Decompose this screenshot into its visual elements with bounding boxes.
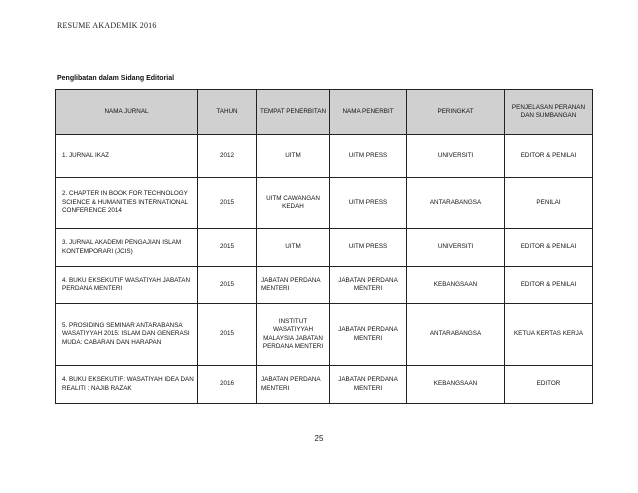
header-tahun: TAHUN bbox=[198, 90, 257, 135]
cell-role: EDITOR bbox=[505, 366, 593, 404]
table-row bbox=[56, 135, 593, 178]
cell-year: 2015 bbox=[198, 304, 257, 366]
cell-role: KETUA KERTAS KERJA bbox=[505, 304, 593, 366]
cell-place: UITM CAWANGAN KEDAH bbox=[257, 178, 330, 229]
cell-publisher: JABATAN PERDANA MENTERI bbox=[330, 304, 407, 366]
cell-publisher: JABATAN PERDANA MENTERI bbox=[330, 267, 407, 304]
cell-place: UITM bbox=[257, 229, 330, 267]
cell-year: 2015 bbox=[198, 229, 257, 267]
page-number: 25 bbox=[314, 434, 324, 443]
cell-journal: 4. BUKU EKSEKUTIF WASATIYAH JABATAN PERDANA MENTERI bbox=[56, 267, 198, 304]
cell-journal: 5. PROSIDING SEMINAR ANTARABANSA WASATIYYAH 2015: ISLAM DAN GENERASI MUDA: CABARAN DAN HARAPAN bbox=[56, 304, 198, 366]
cell-role: EDITOR & PENILAI bbox=[505, 229, 593, 267]
cell-publisher: JABATAN PERDANA MENTERI bbox=[330, 366, 407, 404]
cell-year: 2015 bbox=[198, 267, 257, 304]
editorial-table bbox=[55, 89, 593, 404]
cell-role: EDITOR & PENILAI bbox=[505, 135, 593, 178]
cell-place: JABATAN PERDANA MENTERI bbox=[257, 366, 330, 404]
table-row bbox=[56, 304, 593, 366]
table-row bbox=[56, 178, 593, 229]
document-header: RESUME AKADEMIK 2016 bbox=[57, 21, 157, 30]
cell-publisher: UITM PRESS bbox=[330, 229, 407, 267]
cell-level: ANTARABANGSA bbox=[407, 304, 505, 366]
table-row bbox=[56, 229, 593, 267]
cell-year: 2016 bbox=[198, 366, 257, 404]
cell-level: ANTARABANGSA bbox=[407, 178, 505, 229]
cell-level: KEBANGSAAN bbox=[407, 267, 505, 304]
header-tempat-penerbitan: TEMPAT PENERBITAN bbox=[257, 90, 330, 135]
header-nama-penerbit: NAMA PENERBIT bbox=[330, 90, 407, 135]
cell-place: JABATAN PERDANA MENTERI bbox=[257, 267, 330, 304]
cell-journal: 2. CHAPTER IN BOOK FOR TECHNOLOGY SCIENCE & HUMANITIES INTERNATIONAL CONFERENCE 2014 bbox=[56, 178, 198, 229]
cell-journal: 4. BUKU EKSEKUTIF: WASATIYAH IDEA DAN REALITI : NAJIB RAZAK bbox=[56, 366, 198, 404]
cell-journal: 3. JURNAL AKADEMI PENGAJIAN ISLAM KONTEMPORARI (JCIS) bbox=[56, 229, 198, 267]
cell-journal: 1. JURNAL IKAZ bbox=[56, 135, 198, 178]
cell-role: EDITOR & PENILAI bbox=[505, 267, 593, 304]
table-header-row bbox=[56, 90, 593, 135]
cell-level: UNIVERSITI bbox=[407, 229, 505, 267]
table-row bbox=[56, 267, 593, 304]
cell-publisher: UITM PRESS bbox=[330, 178, 407, 229]
cell-year: 2012 bbox=[198, 135, 257, 178]
header-penjelasan: PENJELASAN PERANAN DAN SUMBANGAN bbox=[505, 90, 593, 135]
cell-place: UITM bbox=[257, 135, 330, 178]
cell-place: INSTITUT WASATIYYAH MALAYSIA JABATAN PERDANA MENTERI bbox=[257, 304, 330, 366]
section-title: Penglibatan dalam Sidang Editorial bbox=[57, 75, 175, 82]
table-row bbox=[56, 366, 593, 404]
cell-publisher: UITM PRESS bbox=[330, 135, 407, 178]
cell-year: 2015 bbox=[198, 178, 257, 229]
cell-role: PENILAI bbox=[505, 178, 593, 229]
cell-level: KEBANGSAAN bbox=[407, 366, 505, 404]
header-peringkat: PERINGKAT bbox=[407, 90, 505, 135]
cell-level: UNIVERSITI bbox=[407, 135, 505, 178]
header-nama-jurnal: NAMA JURNAL bbox=[56, 90, 198, 135]
